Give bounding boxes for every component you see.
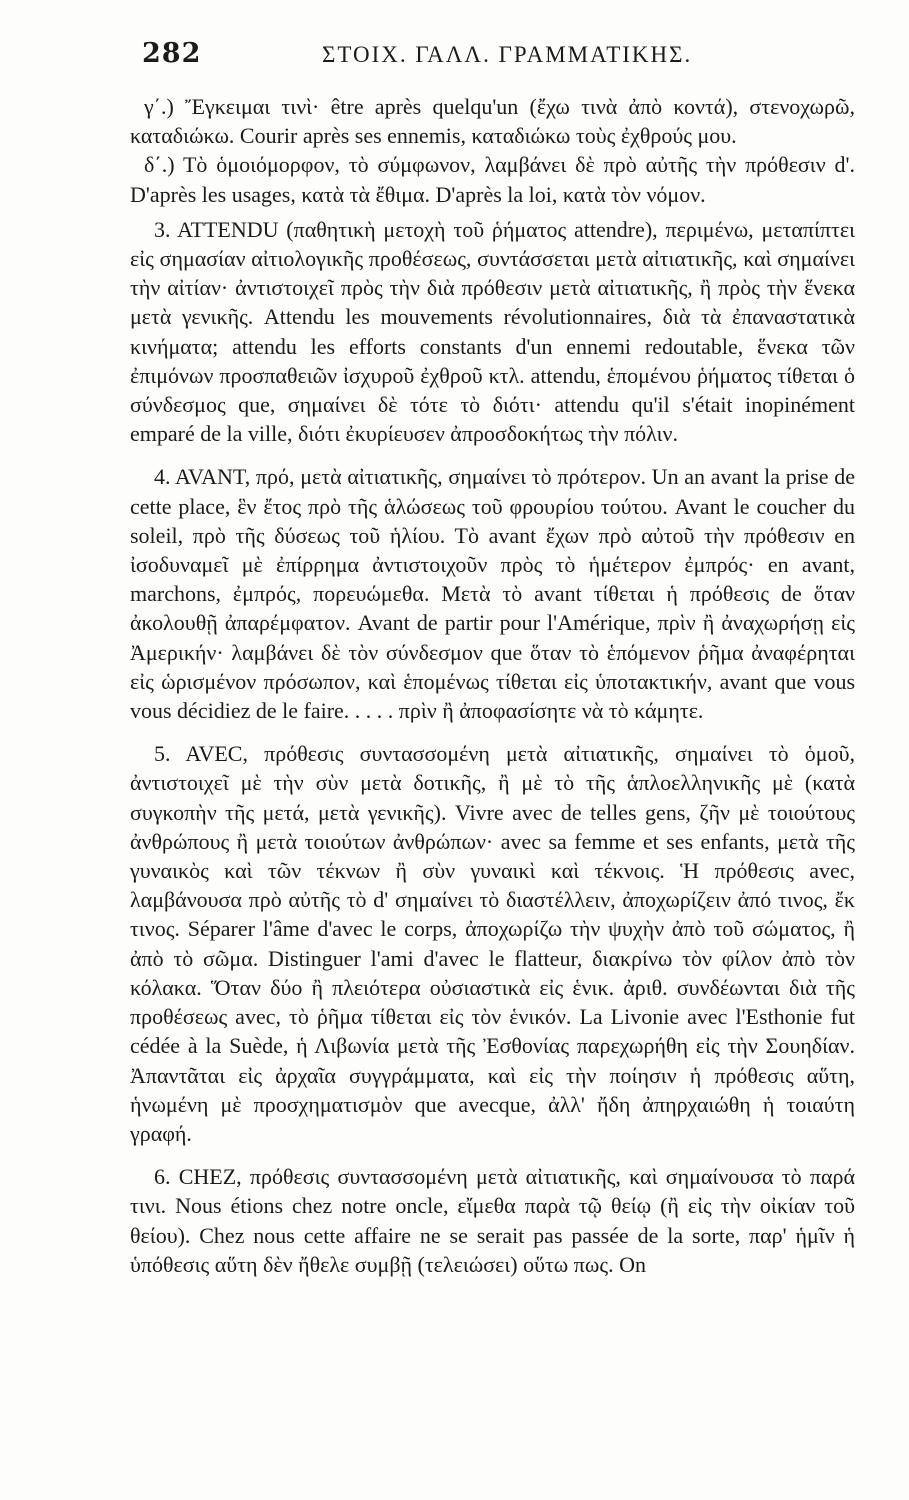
body-text [130,92,855,1279]
paragraph-chez: 6. CHEZ, πρόθεσις συντασσομένη μετὰ αἰτιατικῆς, καὶ σημαίνουσα τὸ παρά τινι. Nous étions chez notre oncle, εἴμεθα παρὰ τῷ θείῳ (ἢ εἰς τὴν οἰκίαν τοῦ θείου). Chez nous cette affaire ne se serait pas passée de la sorte, παρ' ἡμῖν ἡ ὑπόθεσις αὕτη δὲν ἤθελε συμβῇ (τελειώσει) οὕτω πως. On [130,1164,855,1277]
page-number: 282 [142,38,202,69]
paragraph-attendu: 3. ATTENDU (παθητικὴ μετοχὴ τοῦ ῥήματος attendre), περιμένω, μεταπίπτει εἰς σημασίαν αἰτιολογικῆς προθέσεως, συντάσσεται μετὰ αἰτιατικῆς, καὶ σημαίνει τὴν αἰτίαν· ἀντιστοιχεῖ πρὸς τὴν διὰ πρόθεσιν μετὰ αἰτιατικῆς, ἢ πρὸς τὴν ἕνεκα μετὰ γενικῆς. Attendu les mouvements révolutionnaires, διὰ τὰ ἐπαναστατικὰ κινήματα; attendu les efforts constants d'un ennemi redoutable, ἕνεκα τῶν ἐπιμόνων προσπαθειῶν ἰσχυροῦ ἐχθροῦ κτλ. attendu, ἑπομένου ῥήματος τίθεται ὁ σύνδεσμος que, σημαίνει δὲ τότε τὸ διότι· attendu qu'il s'était inopinément emparé de la ville, διότι ἐκυρίευσεν ἀπροσδοκήτως τὴν πόλιν. [130,216,855,447]
paragraph-gamma: γ΄.) Ἔγκειμαι τινὶ· être après quelqu'un (ἔχω τινὰ ἀπὸ κοντά), στενοχωρῶ, καταδιώκω. Courir après ses ennemis, καταδιώκω τοὺς ἐχθρούς μου. [130,94,855,149]
paragraph-avec: 5. AVEC, πρόθεσις συντασσομένη μετὰ αἰτιατικῆς, σημαίνει τὸ ὁμοῦ, ἀντιστοιχεῖ μὲ τὴν σὺν μετὰ δοτικῆς, ἢ μὲ τὸ τῆς ἁπλοελληνικῆς μὲ (κατὰ συγκοπὴν τῆς μετά, μετὰ γενικῆς). Vivre avec de telles gens, ζῆν μὲ τοιούτους ἀνθρώπους ἢ μετὰ τοιούτων ἀνθρώπων· avec sa femme et ses enfants, μετὰ τῆς γυναικὸς καὶ τῶν τέκνων ἢ σὺν γυναικὶ καὶ τέκνοις. Ἡ πρόθεσις avec, λαμβάνουσα πρὸ αὐτῆς τὸ d' σημαίνει τὸ διαστέλλειν, ἀποχωρίζειν ἀπό τινος, ἔκ τινος. Séparer l'âme d'avec le corps, ἀποχωρίζω τὴν ψυχὴν ἀπὸ τοῦ σώματος, ἢ ἀπὸ τὸ σῶμα. Distinguer l'ami d'avec le flatteur, διακρίνω τὸν φίλον ἀπὸ τὸν κόλακα. Ὅταν δύο ἢ πλειότερα οὐσιαστικὰ εἰς ἑνικ. ἀριθ. συνδέωνται διὰ τῆς προθέσεως avec, τὸ ῥῆμα τίθεται εἰς τὸν ἑνικόν. La Livonie avec l'Esthonie fut cédée à la Suède, ἡ Λιβωνία μετὰ τῆς Ἐσθονίας παρεχωρήθη εἰς τὴν Σουηδίαν. Ἀπαντᾶται εἰς ἀρχαῖα συγγράμματα, καὶ εἰς τὴν ποίησιν ἡ πρόθεσις αὕτη, ἡνωμένη μὲ προσχηματισμὸν que avecque, ἀλλ' ἤδη ἀπηρχαιώθη ἡ τοιαύτη γραφή. [130,741,855,1146]
running-title: ΣΤΟΙΧ. ΓΑΛΛ. ΓΡΑΜΜΑΤΙΚΗΣ. [322,42,693,67]
paragraph-delta: δ΄.) Τὸ ὁμοιόμορφον, τὸ σύμφωνον, λαμβάνει δὲ πρὸ αὐτῆς τὴν πρόθεσιν d'. D'après les usages, κατὰ τὰ ἔθιμα. D'après la loi, κατὰ τὸν νόμον. [130,152,855,207]
paragraph-avant: 4. AVANT, πρό, μετὰ αἰτιατικῆς, σημαίνει τὸ πρότερον. Un an avant la prise de cette place, ἓν ἔτος πρὸ τῆς ἁλώσεως τοῦ φρουρίου τούτου. Avant le coucher du soleil, πρὸ τῆς δύσεως τοῦ ἡλίου. Τὸ avant ἔχων πρὸ αὐτοῦ τὴν πρόθεσιν en ἰσοδυναμεῖ μὲ ἐπίρρημα ἀντιστοιχοῦν πρὸς τὸ ἡμέτερον ἐμπρός· en avant, marchons, ἐμπρός, πορευώμεθα. Μετὰ τὸ avant τίθεται ἡ πρόθεσις de ὅταν ἀκολουθῇ ἀπαρέμφατον. Avant de partir pour l'Amérique, πρὶν ἢ ἀναχωρήσῃ εἰς Ἀμερικήν· λαμβάνει δὲ τὸν σύνδεσμον que ὅταν τὸ ἑπόμενον ῥῆμα ἀναφέρηται εἰς ὡρισμένον πρόσωπον, καὶ ἑπομένως τίθεται εἰς ὑποτακτικήν, avant que vous vous décidiez de le faire. . . . . πρὶν ἢ ἀποφασίσητε νὰ τὸ κάμητε. [130,464,855,724]
page-header [142,38,842,78]
